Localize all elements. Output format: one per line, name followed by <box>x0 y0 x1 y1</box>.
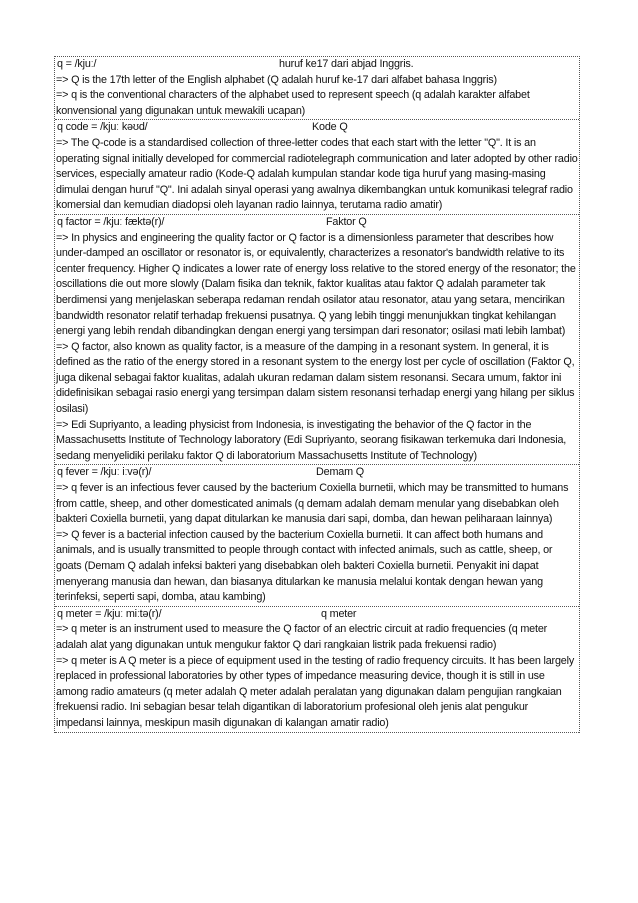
entry-term: q fever = /kjuː iːvə(r)/ <box>57 466 152 479</box>
entry-translation: Demam Q <box>316 466 364 479</box>
entry-paragraph: => q meter is an instrument used to measure the Q factor of an electric circuit at radio frequencies (q meter adalah alat yang digunakan untuk mengukur faktor Q dari rangkaian listrik pada frekuensi radio) <box>56 623 548 651</box>
entry-header <box>56 215 578 231</box>
entry-paragraph: => Edi Supriyanto, a leading physicist from Indonesia, is investigating the behavior of the Q factor in the Massachusetts Institute of Technology laboratory (Edi Supriyanto, seorang fisikawan terkemuka dari Indonesia, sedang menyelidiki perilaku faktor Q di laboratorium Massachusetts Institute of Technology) <box>56 418 567 462</box>
entry-header <box>56 465 578 481</box>
entry-header <box>56 607 578 623</box>
dictionary-sheet <box>54 56 580 733</box>
entry-term: q factor = /kjuː fæktə(r)/ <box>57 215 165 228</box>
entry-paragraph: => Q fever is a bacterial infection caused by the bacterium Coxiella burnetii. It can affect both humans and animals, and is usually transmitted to people through contact with infected animals, such as cattle, sheep, or goats (Demam Q adalah infeksi bakteri yang disebabkan oleh bakteri Coxiella burnetii. Penyakit ini dapat menyerang manusia dan hewan, dan biasanya ditularkan ke manusia melalui kontak dengan hewan yang terinfeksi, seperti sapi, domba, atau kambing) <box>56 528 553 604</box>
entry-term: q code = /kjuː kəʊd/ <box>57 121 148 134</box>
dictionary-entry <box>55 215 579 466</box>
entry-term: q meter = /kjuː miːtə(r)/ <box>57 607 162 620</box>
entry-translation: huruf ke17 dari abjad Inggris. <box>279 58 414 70</box>
entry-header <box>56 57 578 73</box>
dictionary-entry <box>55 607 579 733</box>
entry-translation: Kode Q <box>312 121 348 134</box>
dictionary-entry <box>55 120 579 215</box>
entry-header <box>56 120 578 136</box>
dictionary-entry <box>55 465 579 606</box>
dictionary-entry <box>55 57 579 120</box>
entry-paragraph: => Q is the 17th letter of the English alphabet (Q adalah huruf ke-17 dari alfabet bahasa Inggris) <box>56 73 497 86</box>
entry-paragraph: => q fever is an infectious fever caused by the bacterium Coxiella burnetii, which may be transmitted to humans from cattle, sheep, and other domesticated animals (q demam adalah demam menular yang disebabkan oleh bakteri Coxiella burnetii, yang dapat ditularkan ke manusia dari sapi, domba, dan hewan peliharaan lainnya) <box>56 482 569 526</box>
entry-term: q = /kjuː/ <box>57 58 97 70</box>
entry-paragraph: => q is the conventional characters of the alphabet used to represent speech (q adalah karakter alfabet konvensional yang digunakan untuk mewakili ucapan) <box>56 89 530 117</box>
entry-paragraph: => In physics and engineering the quality factor or Q factor is a dimensionless parameter that describes how under-damped an oscillator or resonator is, or equivalently, characterizes a resonator's bandwidth relative to its center frequency. Higher Q indicates a lower rate of energy loss relative to the stored energy of the resonator; the oscillations die out more slowly (Dalam fisika dan teknik, faktor kualitas atau faktor Q adalah parameter tak berdimensi yang menjelaskan seberapa redaman rendah osilator atau resonator, atau yang setara, mencirikan bandwidth resonator relatif terhadap frekuensi pusatnya. Q yang lebih tinggi menunjukkan tingkat kehilangan energi yang lebih rendah dibandingkan dengan energi yang tersimpan dari resonator; osilasi mati lebih lambat) <box>56 231 576 338</box>
entry-translation: Faktor Q <box>326 215 367 228</box>
entry-translation: q meter <box>321 607 357 620</box>
entry-paragraph: => q meter is A Q meter is a piece of equipment used in the testing of radio frequency circuits. It has been largely replaced in professional laboratories by other types of impedance measuring device, though it is still in use among radio amateurs (q meter adalah Q meter adalah peralatan yang digunakan dalam pengujian rangkaian frekuensi radio. Ini sebagian besar telah digantikan di laboratorium profesional oleh jenis alat pengukur impedansi lainnya, meskipun masih digunakan di kalangan amatir radio) <box>56 654 575 729</box>
entry-paragraph: => Q factor, also known as quality factor, is a measure of the damping in a resonant system. In general, it is defined as the ratio of the energy stored in a resonant system to the energy lost per cycle of oscillation (Faktor Q, juga dikenal sebagai faktor kualitas, adalah ukuran redaman dalam sistem resonansi. Secara umum, faktor ini didefinisikan sebagai rasio energi yang tersimpan dalam sistem resonansi terhadap energi yang hilang per siklus osilasi) <box>56 340 575 416</box>
entry-paragraph: => The Q-code is a standardised collection of three-letter codes that each start with the letter "Q". It is an operating signal initially developed for commercial radiotelegraph communication and later adopted by other radio services, especially amateur radio (Kode-Q adalah kumpulan standar kode tiga huruf yang masing-masing dimulai dengan huruf "Q". Ini adalah sinyal operasi yang awalnya dikembangkan untuk komunikasi telegraf radio komersial dan kemudian diadopsi oleh layanan radio lainnya, terutama radio amatir) <box>56 136 578 212</box>
